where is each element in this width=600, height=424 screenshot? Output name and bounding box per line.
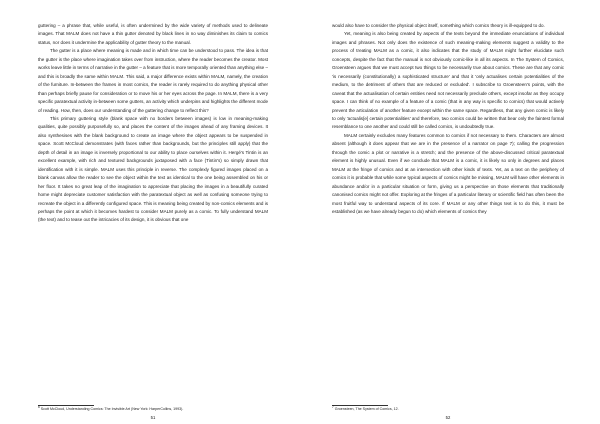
- footnote-marker: 6: [38, 405, 40, 409]
- left-paragraph-1: guttering – a phrase that, while useful, is often undermined by the wide variety of methods used to delineate images. That MALM does not have a thin gutter denoted by black lines in no way diminishes its claim to comics status, nor does it undermine the applicability of gutter theory to the manual.: [38, 23, 268, 45]
- footnote-rule: [332, 405, 388, 406]
- right-page-body: [332, 22, 564, 216]
- left-page-number: 51: [150, 415, 156, 420]
- right-paragraph-2: Yet, meaning is also being created by aspects of the texts beyond the immediate enunciations of individual images and phrases. Not only does the existence of such meaning-making elements suggest a validity to the process of treating MALM as a comic, it also indicates that the study of MALM might further elucidate such concepts, despite the fact that the manual is not obviously comic-like in all its aspects. In The System of Comics, Groensteen argues that we must accept two things to be necessarily true about comics. These are that any comic 'is necessarily (constitutionally) a sophisticated structure' and that it 'only actualises certain potentialities of the medium, to the detriment of others that are reduced or excluded'. I subscribe to Groensteen's points, with the caveat that the actualisation of certain entities need not necessarily preclude others, except insofar as they occupy space. I can think of no example of a feature of a comic (that in any way is specific to comics) that would actively prevent the articulation of another feature except within the same space. Regardless, that any given comic is likely to only 'actualis[e] certain potentialities' and therefore, two comics could be written that bear only the faintest formal resemblance to one another and could still be called comics, is undoubtedly true.: [332, 31, 564, 130]
- left-paragraph-3: This primary guttering style (blank space with no borders between images) is low in meaning-making qualities, quite possibly purposefully so, and places the content of the images ahead of any framing devices. It also synthesises with the blank background to create an image where the object appears to be suspended in space. Scott McCloud demonstrates (with faces rather than backgrounds, but the principles still apply) that the depth of detail in an image is inversely proportional to our ability to place ourselves within it. Hergé's Tintin is an excellent example, with rich and textured backgrounds juxtaposed with a face (Tintin's) so simply drawn that identification with it is simple. MALM uses this principle in reverse. The complexly figured images placed on a blank canvas allow the reader to see the object within the text as identical to the one being assembled on his or her floor. It takes no great leap of the imagination to appreciate that placing the images in a beautifully curated home might depreciate customer satisfaction with the paratextual object as well as confusing someone trying to recreate the object in a differently configured space. This is meaning being created by non-comics elements and is perhaps the point at which it becomes hardest to consider MALM purely as a comic. To fully understand MALM (the text) and to tease out the intricacies of its design, it is obvious that one: [38, 115, 268, 223]
- right-page: [300, 0, 600, 424]
- footnote-text: Groensteen, The System of Comics, 12.: [334, 407, 399, 412]
- right-page-number: 52: [445, 415, 451, 420]
- right-footnote: [332, 407, 399, 412]
- left-page-body: [38, 22, 268, 225]
- footnote-text: Scott McCloud, Understanding Comics: The Invisible Art (New York: HarperCollins, 1993).: [40, 407, 184, 412]
- right-paragraph-1: would also have to consider the physical object itself, something which comics theory is ill-equipped to do.: [332, 23, 545, 28]
- left-paragraph-2: The gutter is a place where meaning is made and in which time can be understood to pass. The idea is that the gutter is the place where imagination takes over from instruction, where the reader becomes the creator. Most works leave little in terms of narrative in the gutter – a feature that is more temporally oriented than anything else – and this is broadly the same within MALM. This said, a major difference exists within MALM, namely, the creation of the furniture. In-between the frames in most comics, the reader is rarely required to do anything physical other than perhaps briefly pause for consideration or to move his or her eyes across the page. In MALM, there is a very specific paratextual activity in-between some gutters, an activity which underpins and highlights the different mode of reading. How, then, does our understanding of the guttering change to reflect this?: [38, 48, 268, 113]
- footnote-rule: [38, 405, 94, 406]
- right-paragraph-3: MALM certainly excludes many features common to comics if not necessary to them. Characters are almost absent (although it does appear that we are in the presence of a narrator on page 7); calling the progression through the comic a plot or narrative is a stretch; and the presence of the above-discussed critical paratextual element is highly unusual. Even if we conclude that MALM is a comic, it is likely so only in degrees and places MALM at the fringe of comics and at an intersection with other kinds of texts. Yet, as a text on the periphery of comics it is probable that while some typical aspects of comics might be missing, MALM will have other elements in abundance and/or in a particular situation or form, giving us a perspective on those elements that traditionally canonised comics might not offer. Exploring at the fringes of a particular literary or scientific field has often been the most fruitful way to understand aspects of its core. If MALM or any other things text is to do this, it must be established (as we have already begun to do) which elements of comics they: [332, 132, 564, 214]
- footnote-marker: 7: [332, 405, 334, 409]
- left-footnote: [38, 407, 183, 412]
